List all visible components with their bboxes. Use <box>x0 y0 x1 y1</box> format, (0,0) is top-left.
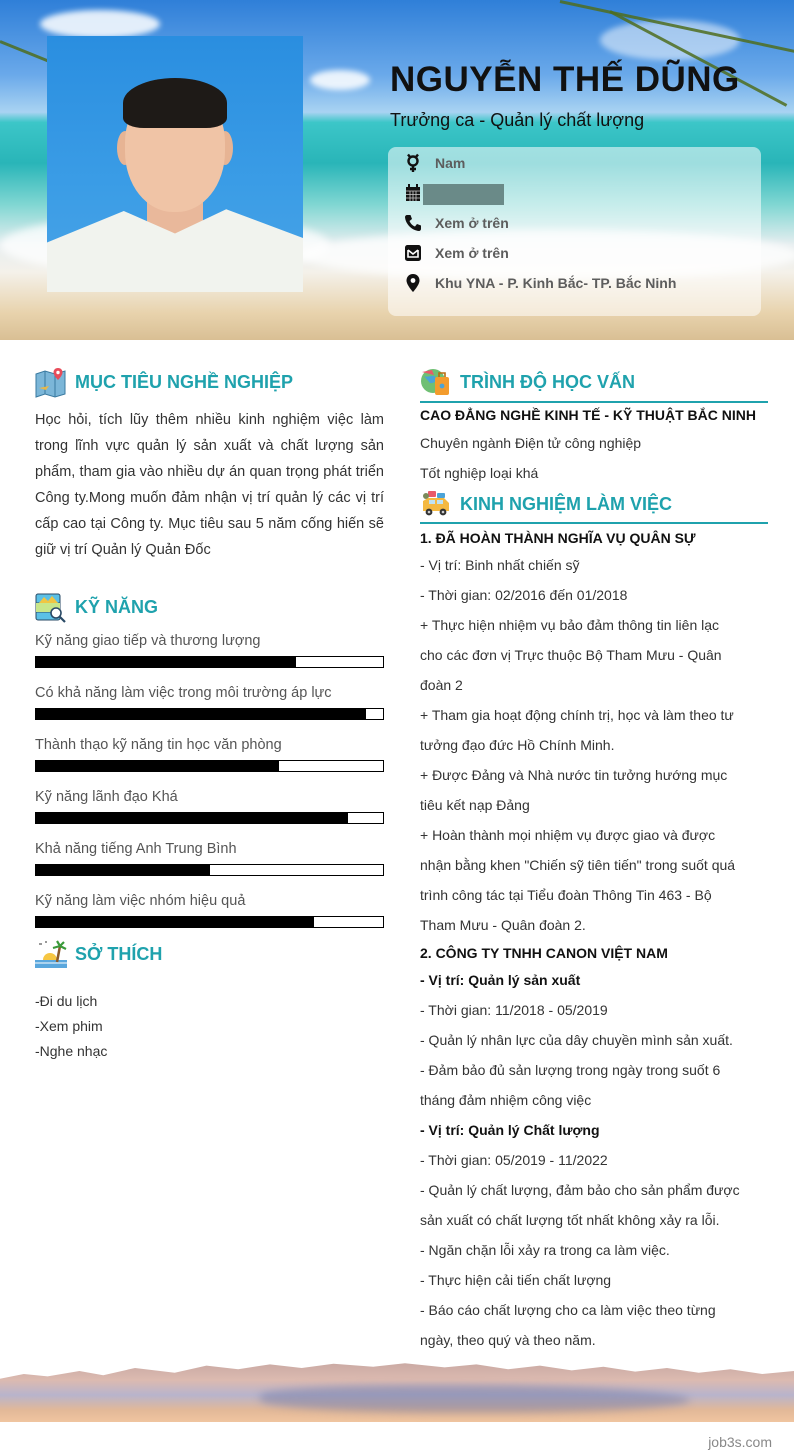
travel-luggage-icon <box>420 366 452 398</box>
skill-bar <box>35 916 384 928</box>
experience-line: ngày, theo quý và theo năm. <box>420 1332 596 1348</box>
map-icon <box>35 366 67 398</box>
experience-line: - Quản lý nhân lực của dây chuyền mình sản xuất. <box>420 1032 733 1048</box>
skill-bar <box>35 760 384 772</box>
section-title-text: KỸ NĂNG <box>75 596 159 617</box>
section-title-text: SỞ THÍCH <box>75 943 163 964</box>
skill-label: Thành thạo kỹ năng tin học văn phòng <box>35 737 282 753</box>
experience-line: cho các đơn vị Trực thuộc Bộ Tham Mưu - Quân <box>420 647 722 663</box>
experience-line: 1. ĐÃ HOÀN THÀNH NGHĨA VỤ QUÂN SỰ <box>420 530 696 546</box>
gender-value: Nam <box>435 155 466 171</box>
experience-line: sản xuất có chất lượng tốt nhất không xảy ra lỗi. <box>420 1212 720 1228</box>
hobby-item: -Đi du lịch <box>35 993 98 1009</box>
phone-row <box>404 212 509 234</box>
experience-line: + Được Đảng và Nhà nước tin tưởng hướng mục <box>420 767 728 783</box>
skill-bar <box>35 864 384 876</box>
gender-row <box>404 152 465 174</box>
experience-line: đoàn 2 <box>420 677 463 693</box>
section-title-hobbies <box>35 938 162 970</box>
birthdate-row <box>404 182 422 204</box>
location-icon <box>404 274 422 292</box>
section-title-text: TRÌNH ĐỘ HỌC VẤN <box>460 371 635 392</box>
skill-bar <box>35 656 384 668</box>
candidate-name: NGUYỄN THẾ DŨNG <box>390 60 740 99</box>
experience-line: - Ngăn chặn lỗi xảy ra trong ca làm việc. <box>420 1242 670 1258</box>
experience-line: nhận bằng khen "Chiến sỹ tiên tiến" trong suốt quá <box>420 857 736 873</box>
experience-line: - Vị trí: Quản lý sản xuất <box>420 972 581 988</box>
cloud-decoration <box>310 70 370 90</box>
experience-line: - Thời gian: 11/2018 - 05/2019 <box>420 1002 608 1018</box>
experience-line: + Tham gia hoạt động chính trị, học và làm theo tư <box>420 707 734 723</box>
skill-bar <box>35 812 384 824</box>
contact-info-box <box>388 147 761 316</box>
education-school: CAO ĐẲNG NGHỀ KINH TẾ - KỸ THUẬT BẮC NINH <box>420 407 756 423</box>
education-major: Chuyên ngành Điện tử công nghiệp <box>420 435 642 451</box>
section-title-objective <box>35 366 293 398</box>
section-title-text: MỤC TIÊU NGHỀ NGHIỆP <box>75 371 294 392</box>
experience-line: tưởng đạo đức Hồ Chính Minh. <box>420 737 615 753</box>
skill-label: Kỹ năng giao tiếp và thương lượng <box>35 633 261 649</box>
hobby-item: -Nghe nhạc <box>35 1043 108 1059</box>
email-icon <box>404 244 422 262</box>
education-grade: Tốt nghiệp loại khá <box>420 465 539 481</box>
avatar <box>47 36 303 292</box>
section-divider <box>420 522 768 524</box>
footer-dune-shadow <box>260 1385 690 1413</box>
skill-label: Kỹ năng làm việc nhóm hiệu quả <box>35 893 246 909</box>
experience-line: - Quản lý chất lượng, đảm bảo cho sản phẩm được <box>420 1182 740 1198</box>
experience-line: - Vị trí: Quản lý Chất lượng <box>420 1122 600 1138</box>
experience-line: + Thực hiện nhiệm vụ bảo đảm thông tin liên lạc <box>420 617 720 633</box>
skill-label: Khả năng tiếng Anh Trung Bình <box>35 841 237 857</box>
experience-line: - Vị trí: Binh nhất chiến sỹ <box>420 557 580 573</box>
experience-line: tiêu kết nạp Đảng <box>420 797 530 813</box>
email-row <box>404 242 509 264</box>
experience-line: - Đảm bảo đủ sản lượng trong ngày trong suốt 6 <box>420 1062 721 1078</box>
phone-icon <box>404 214 422 232</box>
watermark: job3s.com <box>708 1434 772 1450</box>
hobby-item: -Xem phim <box>35 1018 103 1034</box>
address-value: Khu YNA - P. Kinh Bắc- TP. Bắc Ninh <box>435 275 677 291</box>
experience-line: - Thực hiện cải tiến chất lượng <box>420 1272 612 1288</box>
experience-line: 2. CÔNG TY TNHH CANON VIỆT NAM <box>420 945 668 961</box>
calendar-icon <box>404 184 422 202</box>
phone-value: Xem ở trên <box>435 215 509 231</box>
car-luggage-icon <box>420 488 452 520</box>
experience-line: - Thời gian: 02/2016 đến 01/2018 <box>420 587 628 603</box>
experience-line: + Hoàn thành mọi nhiệm vụ được giao và được <box>420 827 716 843</box>
cloud-decoration <box>40 10 160 38</box>
experience-line: Tham Mưu - Quân đoàn 2. <box>420 917 586 933</box>
birthdate-redacted <box>423 184 504 205</box>
skill-label: Có khả năng làm việc trong môi trường áp lực <box>35 685 332 701</box>
job-title: Trưởng ca - Quản lý chất lượng <box>390 110 645 130</box>
gender-icon <box>404 154 422 172</box>
section-title-text: KINH NGHIỆM LÀM VIỆC <box>460 493 673 514</box>
skill-label: Kỹ năng lãnh đạo Khá <box>35 789 178 805</box>
email-value: Xem ở trên <box>435 245 509 261</box>
section-divider <box>420 401 768 403</box>
objective-text: Học hỏi, tích lũy thêm nhiều kinh nghiệm việc làm trong lĩnh vực quản lý sản xuất và chất lượng sản phẩm, tham gia vào nhiều dự án quan trọng phát triển Công ty.Mong muốn đảm nhận vị trí quản lý các vị trí cấp cao tại Công ty. Mục tiêu sau 5 năm cống hiến sẽ giữ vị trí Quản lý Quản Đốc <box>35 412 384 558</box>
experience-line: trình công tác tại Tiểu đoàn Thông Tin 463 - Bộ <box>420 887 712 903</box>
section-title-experience <box>420 488 672 520</box>
beach-sunset-icon <box>35 938 67 970</box>
address-row <box>404 272 676 294</box>
experience-line: tháng đảm nhiệm công việc <box>420 1092 592 1108</box>
landscape-search-icon <box>35 591 67 623</box>
section-title-skills <box>35 591 158 623</box>
experience-line: - Báo cáo chất lượng cho ca làm việc theo từng <box>420 1302 716 1318</box>
experience-line: - Thời gian: 05/2019 - 11/2022 <box>420 1152 608 1168</box>
section-title-education <box>420 366 635 398</box>
skill-bar <box>35 708 384 720</box>
